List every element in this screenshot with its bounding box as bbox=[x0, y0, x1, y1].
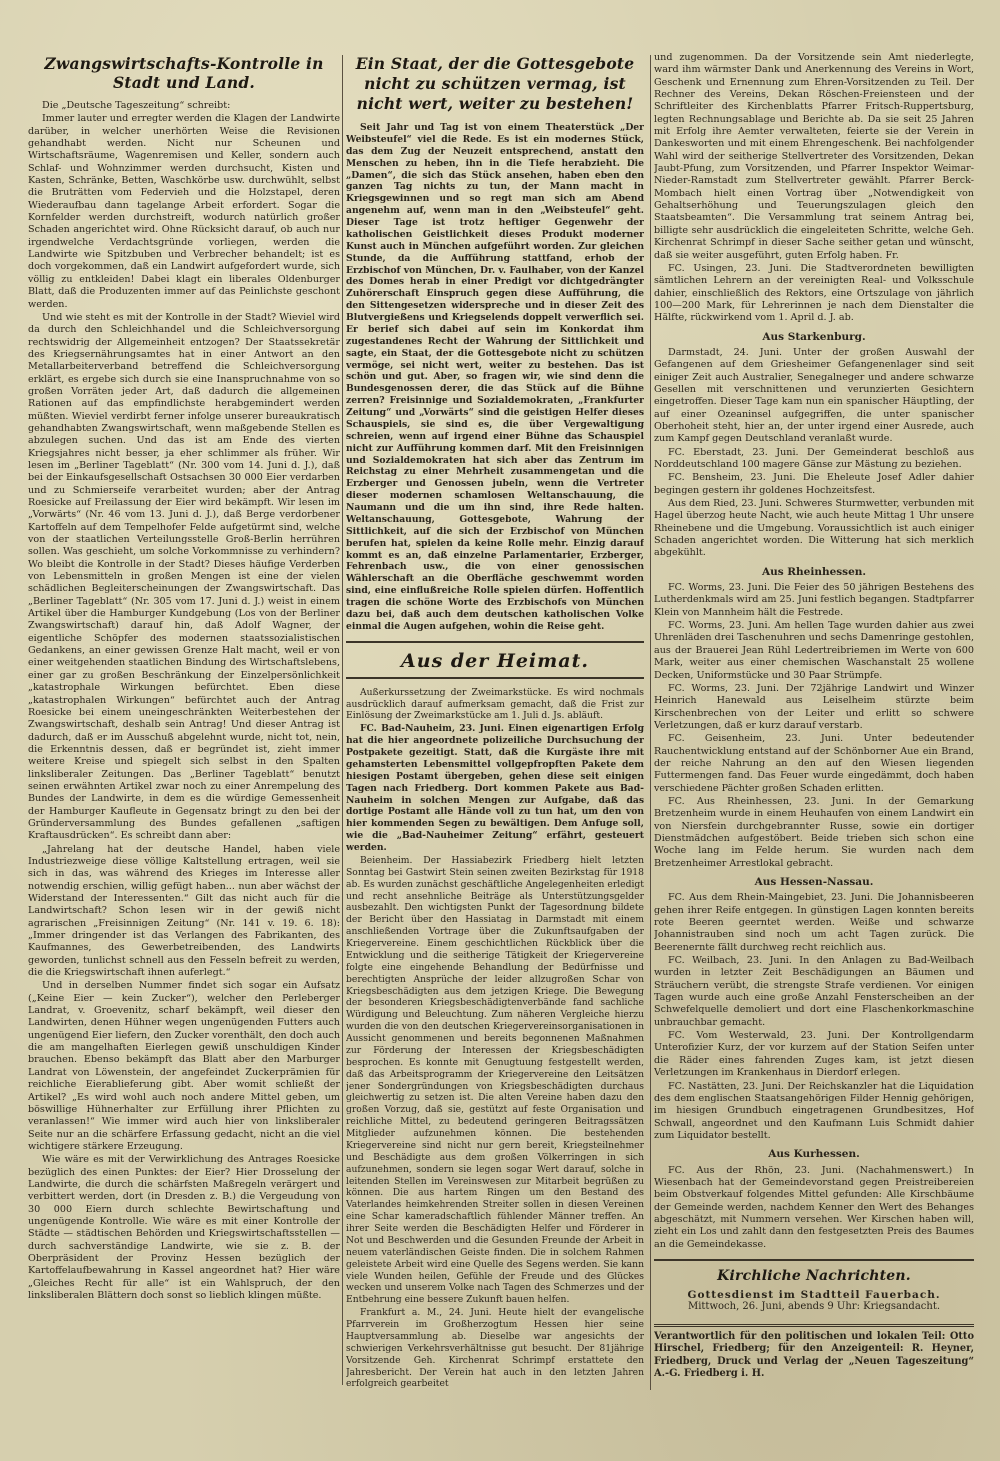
article-paragraph: Beienheim. Der Hassiabezirk Friedberg hielt letzten Sonntag bei Gastwirt Stein seinen zweiten Bezirkstag für 1918 ab. Es wurden zunächst geschäftliche Angelegenheiten erledigt und recht ansehnliche Beiträge als Unterstützungsgelder ausbezahlt. Den wichtigsten Punkt der Tagesordnung bildete der Bericht über den Hassiatag in Darmstadt mit einem anschließenden Vortrage über die Zukunftsaufgaben der Kriegervereine. Einem geschichtlichen Rückblick über die Entwicklung und die seitherige Tätigkeit der Kriegervereine folgte eine eingehende Behandlung der Bedürfnisse und berechtigten Ansprüche der leider allzugroßen Schar von Kriegsbeschädigten aus dem jetzigen Kriege. Die Bewegung der besonderen Kriegsbeschädigtenverbände fand sachliche Würdigung und Beleuchtung. Zum näheren Vergleiche hierzu wurden die von den deutschen Kriegervereinsorganisationen in Aussicht genommenen und bereits begonnenen Maßnahmen zur Förderung der Interessen der Kriegsbeschädigten besprochen. Es konnte mit Genugtuung festgestellt werden, daß das Arbeitsprogramm der Kriegervereine den Leitsätzen jener Sondergründungen von Kriegsbeschädigten durchaus gleichwertig zu setzen ist. Die alten Vereine haben dazu den großen Vorzug, daß sie, gestützt auf feste Organisation und reichliche Mittel, zu bedeutend geringeren Beitragssätzen Mitglieder aufzunehmen können. Die bestehenden Kriegervereine sind nicht nur gern bereit, Kriegsteilnehmer und Beschädigte aus dem großen Völkerringen in sich aufzunehmen, sondern sie legen sogar Wert darauf, solche in leitenden Stellen im Vereinswesen zur Mitarbeit begrüßen zu können. Die aus hartem Ringen um den Bestand des Vaterlandes heimkehrenden Streiter sollen in diesen Vereinen eine Schar kameradschaftlich fühlender Männer treffen. An ihrer Seite werden die Beschädigten Helfer und Förderer in Not und Beschwerden und die Gesunden Freunde der Arbeit in neuem vaterländischen Geiste finden. Die in solchem Rahmen geleistete Arbeit wird eine Quelle des Segens werden. Sie kann viele Wunden heilen, Gefühle der Freude und des Glückes wecken und unserem Volke nach Tagen des Schmerzes und der Entbehrung eine bessere Zukunft bauen helfen. bbox=[346, 854, 644, 1306]
article-paragraph: FC. Bad-Nauheim, 23. Juni. Einen eigenartigen Erfolg hat die hier angeordnete polizeiliche Durchsuchung der Postpakete gezeitigt. Statt, daß die Kurgäste ihre mit gehamsterten Lebensmittel vollgepfropften Pakete dem hiesigen Postamt übergeben, gehen diese seit einigen Tagen nach Friedberg. Dort kommen Pakete aus Bad-Nauheim in solchen Mengen zur Aufgabe, daß das dortige Postamt alle Hände voll zu tun hat, um den von hier kommenden Segen zu bewältigen. Dem Anfuge soll, wie die „Bad-Nauheimer Zeitung“ erfährt, gesteuert werden. bbox=[346, 723, 644, 853]
column-2 bbox=[346, 52, 644, 1432]
article-paragraph: FC. Aus dem Rhein-Maingebiet, 23. Juni. Die Johannisbeeren gehen ihrer Reife entgegen. In günstigen Lagen konnten bereits rote Beeren geerntet werden. Weiße und schwarze Johannistrauben sind noch um acht Tagen zurück. Die Beerenernte fällt durchweg recht reichlich aus. bbox=[654, 892, 974, 953]
headline-zwangswirtschaft: Zwangswirtschafts-Kontrolle in Stadt und Land. bbox=[44, 54, 324, 92]
section-heading-box bbox=[346, 641, 644, 679]
article-paragraph: Frankfurt a. M., 24. Juni. Heute hielt der evangelische Pfarrverein im Großherzogtum Hessen hier seine Hauptversammlung ab. Dieselbe war angesichts der schwierigen Verkehrsverhältnisse gut besucht. Der 81jährige Vorsitzende Geh. Kirchenrat Schrimpf erstattete den Jahresbericht. Der Verein hat auch in den letzten Jahren erfolgreich gearbeitet bbox=[346, 1307, 644, 1390]
church-service-time: Mittwoch, 26. Juni, abends 9 Uhr: Kriegsandacht. bbox=[687, 1301, 941, 1313]
subheading-starkenburg: Aus Starkenburg. bbox=[762, 330, 866, 343]
article-paragraph: Seit Jahr und Tag ist von einem Theaterstück „Der Weibsteufel“ viel die Rede. Es ist ein modernes Stück, das dem Zug der Neuzeit entsprechend, anstatt den Menschen zu heben, ihn in die Tiefe herabzieht. Die „Damen“, die sich das Stück ansehen, haben eben den ganzen Tag nichts zu tun, der Mann macht in Kriegsgewinnen und so regt man sich am Abend angenehm auf, wenn man in den „Weibsteufel“ geht. Dieser Tage ist trotz heftiger Gegenwehr der katholischen Geistlichkeit dieses Produkt moderner Kunst auch in München aufgeführt worden. Zur gleichen Stunde, da die Aufführung stattfand, erhob der Erzbischof von München, Dr. v. Faulhaber, von der Kanzel des Domes herab in einer Predigt vor dichtgedrängter Zuhörerschaft Einspruch gegen diese Aufführung, die den Sittengesetzen widerspreche und in dieser Zeit des Blutvergießens und Kriegselends doppelt verwerflich sei. Er berief sich dabei auf sein im Konkordat ihm zugestandenes Recht der Wahrung der Sittlichkeit und sagte, ein Staat, der die Gottesgebote nicht zu schützen vermöge, sei nicht wert, weiter zu bestehen. Das ist schön und gut. Aber, so fragen wir, wie sind denn die Bundesgenossen derer, die das Stück auf die Bühne zerren? Freisinnige und Sozialdemokraten, „Frankfurter Zeitung“ und „Vorwärts“ sind die geistigen Helfer dieses Schauspiels, sie sind es, die über Vergewaltigung schreien, wenn auf irgend einer Bühne das Schauspiel nicht zur Aufführung kommen darf. Mit den Freisinnigen und Sozialdemokraten hat sich aber das Zentrum im Reichstag zu einer Mehrheit zusammengetan und die Erzberger und Genossen jubeln, wenn die Vertreter dieser modernen schamlosen Weltanschauung, die Naumann und die um ihn sind, ihre Rede halten. Weltanschauung, Gottesgebote, Wahrung der Sittlichkeit, auf die sich der Erzbischof von München berufen hat, spielen da keine Rolle mehr. Einzig darauf kommt es an, daß einzelne Parlamentarier, Erzberger, Fehrenbach usw., die von einer genossischen Wählerschaft an die Oberfläche geschwemmt worden sind, eine einflußreiche Rolle spielen dürfen. Hoffentlich tragen die schöne Worte des Erzbischofs von München dazu bei, daß auch dem deutschen katholischen Volke einmal die Augen aufgehen, wohin die Reise geht. bbox=[346, 122, 644, 632]
subheading-hessen-nassau: Aus Hessen-Nassau. bbox=[754, 876, 874, 888]
article-paragraph: FC. Usingen, 23. Juni. Die Stadtverordneten bewilligten sämtlichen Lehrern an der vereinigten Real- und Volksschule dahier, einschließlich des Rektors, eine Ortszulage von jährlich 100—200 Mark, für Lehrerinnen je nach dem Dienstalter die Hälfte, rückwirkend vom 1. April d. J. ab. bbox=[654, 262, 974, 324]
article-paragraph: FC. Aus Rheinhessen, 23. Juni. In der Gemarkung Bretzenheim wurde in einem Heuhaufen von einem Landwirt ein von Niersfein durchgebrannter Russe, sowie ein dortiger Dienstmädchen aufgestöbert. Beide trieben sich schon eine Woche lang im Felde herum. Sie wurden nach dem Bretzenheimer Arrestlokal gebracht. bbox=[654, 795, 974, 869]
article-paragraph: Darmstadt, 24. Juni. Unter der großen Auswahl der Gefangenen auf dem Griesheimer Gefangenenlager sind seit einiger Zeit auch Australier, Senegalneger und andere schwarze Gesellen mit verschnittenen und verunzierten Gesichtern eingetroffen. Dieser Tage kam nun ein spanischer Häuptling, der auf einer Ozeaninsel aufgegriffen, die unter spanischer Oberhoheit steht, hier an, der unter irgend einer Ausrede, auch zum Kampf gegen Deutschland veranlaßt wurde. bbox=[654, 346, 974, 445]
church-notices-title: Kirchliche Nachrichten. bbox=[717, 1267, 911, 1284]
column-1 bbox=[28, 52, 340, 1412]
article-paragraph: FC. Aus der Rhön, 23. Juni. (Nachahmenswert.) In Wiesenbach hat der Gemeindevorstand gegen Preistreibereien beim Obstverkauf folgendes Mittel gefunden: Alle Kirschbäume der Gemeinde werden, nachdem Kenner den Wert des Behanges abgeschätzt, mit Nummern versehen. Wer Kirschen haben will, zieht ein Los und zahlt dann den festgesetzten Preis des Baumes an die Gemeindekasse. bbox=[654, 1164, 974, 1250]
article-paragraph: und zugenommen. Da der Vorsitzende sein Amt niederlegte, ward ihm wärmster Dank und Anerkennung des Vereins in Wort, Geschenk und Ernennung zum Ehren-Vorsitzenden zu Teil. Der Rechner des Vereins, Dekan Röschen-Freiensteen und der Schriftleiter des Kirchenblatts Pfarrer Fritsch-Ruppertsburg, legten Rechnungsablage und Berichte ab. Da sie seit 25 Jahren mit Erfolg ihre Aemter verwalteten, feierte sie der Verein in Dankesworten und mit einem Ehrengeschenk. Bei nachfolgender Wahl wird der seitherige Stellvertreter des Vorsitzenden, Dekan Jaubt-Pfung, zum Vorsitzenden, und Pfarrer Inspektor Weimar-Nieder-Ramstadt zum Stellvertreter gewählt. Pfarrer Berck-Mombach hielt einen Vortrag über „Notwendigkeit von Gehaltserhöhung und Teuerungszulagen gleich den Staatsbeamten“. Die Versammlung trat seinem Antrag bei, billigte sehr ausdrücklich die eingeleiteten Schritte, welche Geh. Kirchenrat Schrimpf in dieser Sache seither getan und wünscht, daß sie weiter ausgeführt, guten Erfolg haben. Fr. bbox=[654, 52, 974, 261]
article-paragraph: FC. Bensheim, 23. Juni. Die Eheleute Josef Adler dahier begingen gestern ihr goldenes Hochzeitsfest. bbox=[654, 472, 974, 496]
article-paragraph: FC. Worms, 23. Juni. Am hellen Tage wurden dahier aus zwei Uhrenläden drei Taschenuhren und sechs Damenringe gestohlen, aus der Brauerei Jean Rühl Ledertreibriemen im Werte von 600 Mark, weiter aus einer chemischen Waschanstalt 25 wollene Decken, Uniformstücke und 30 Paar Strümpfe. bbox=[654, 620, 974, 681]
article-paragraph: FC. Eberstadt, 23. Juni. Der Gemeinderat beschloß aus Norddeutschland 100 magere Gänse zur Mästung zu beziehen. bbox=[654, 446, 974, 470]
article-paragraph: FC. Weilbach, 23. Juni. In den Anlagen zu Bad-Weilbach wurden in letzter Zeit Beschädigungen an Bäumen und Sträuchern verübt, die strengste Strafe verdienen. Vor einigen Tagen wurde auch eine große Anzahl Fensterscheiben an der Schwefelquelle demoliert und dort eine Flaschenkorkmaschine unbrauchbar gemacht. bbox=[654, 955, 974, 1028]
article-paragraph: Die „Deutsche Tageszeitung“ schreibt: bbox=[42, 100, 231, 111]
section-title-heimat: Aus der Heimat. bbox=[401, 649, 589, 672]
church-notices bbox=[654, 1259, 974, 1314]
article-paragraph: Aus dem Ried, 23. Juni. Schweres Sturmwetter, verbunden mit Hagel überzog heute Nacht, wie auch heute Mittag 1 Uhr unsere Rheinebene und die Umgebung. Voraussichtlich ist auch einiger Schaden angerichtet worden. Die Witterung hat sich merklich abgekühlt. bbox=[654, 498, 974, 559]
article-paragraph: Außerkurssetzung der Zweimarkstücke. Es wird nochmals ausdrücklich darauf aufmerksam gemacht, daß die Frist zur Einlösung der Zweimarkstücke am 1. Juli d. Js. abläuft. bbox=[346, 686, 644, 722]
church-service-heading: Gottesdienst im Stadtteil Fauerbach. bbox=[687, 1288, 941, 1301]
article-paragraph: Und in derselben Nummer findet sich sogar ein Aufsatz („Keine Eier — kein Zucker“), welcher den Perleberger Landrat, v. Groevenitz, scharf bekämpft, weil dieser den Landwirten, denen Hühner wegen ungenügenden Futters auch ungenügend Eier liefern, den Zucker vorenthält, den doch auch die am mangelhaften Eierlegen gewiß unschuldigen Kinder brauchen. Ebenso bekämpft das Blatt aber den Marburger Landrat von Löwenstein, der angefeindet Zuckerprämien für reichliche Eierablieferung gibt. Aber womit schließt der Artikel? „Es wird wohl auch noch andere Mittel geben, um böswillige Hühnerhalter zur Erfüllung ihrer Pflichten zu veranlassen!“ Wie immer wird auch hier von linksliberaler Seite nur an die schärfere Erfassung gedacht, nicht an die viel wichtigere stärkere Erzeugung. bbox=[28, 980, 340, 1152]
subheading-rheinhessen: Aus Rheinhessen. bbox=[761, 565, 867, 578]
article-paragraph: FC. Worms, 23. Juni. Der 72jährige Landwirt und Winzer Heinrich Hanewald aus Leiselheim stürzte beim Kirschenbrechen von der Leiter und erlitt so schwere Verletzungen, daß er kurz darauf verstarb. bbox=[654, 682, 974, 731]
headline-staat: Ein Staat, der die Gottesgebote nicht zu schützen vermag, ist nicht wert, weiter zu bestehen! bbox=[355, 54, 635, 113]
article-paragraph: FC. Nastätten, 23. Juni. Der Reichskanzler hat die Liquidation des dem englischen Staatsangehörigen Filder Hennig gehörigen, im hiesigen Grundbuch eingetragenen Grundbesitzes, Hof Schwall, angeordnet und den Kaufmann Luis Schmidt dahier zum Liquidator bestellt. bbox=[654, 1080, 974, 1141]
article-paragraph: FC. Geisenheim, 23. Juni. Unter bedeutender Rauchentwicklung entstand auf der Schönborner Aue ein Brand, der reiche Nahrung an den auf den Wiesen liegenden Futtermengen fand. Das Feuer wurde eingedämmt, doch haben verschiedene Pächter großen Schaden erlitten. bbox=[654, 733, 974, 794]
article-paragraph: Wie wäre es mit der Verwirklichung des Antrages Roesicke bezüglich des einen Punktes: der Eier? Hier Drosselung der Landwirte, die durch die schärfsten Maßregeln verärgert und verbittert werden, dort (in Dresden z. B.) die Vergeudung von 30 000 Eiern durch schlechte Bewirtschaftung und ungenügende Kontrolle. Wie wäre es mit einer Kontrolle der Städte — städtischen Behörden und Kriegswirtschaftsstellen — durch sachverständige Landwirte, wie sie z. B. der Oberpräsident der Provinz Hessen bezüglich der Kartoffelaufbewahrung in Kassel angeordnet hat? Hier wäre „Gleiches Recht für alle“ ist ein Wahlspruch, der den linksliberalen Blättern doch sonst so lieblich klingen müßte. bbox=[28, 1154, 340, 1301]
column-divider bbox=[650, 55, 651, 1390]
column-divider bbox=[342, 55, 343, 1385]
article-paragraph: FC. Vom Westerwald, 23. Juni. Der Kontrollgendarm Unterofizier Kurz, der vor kurzem auf der Station Seifen unter die Räder eines fahrenden Zuges kam, ist jetzt diesen Verletzungen im Krankenhaus in Dierdorf erlegen. bbox=[654, 1030, 974, 1079]
article-paragraph: „Jahrelang hat der deutsche Handel, haben viele Industriezweige diese völlige Kaltstellung ertragen, weil sie sich in das, was während des Krieges im Interesse aller notwendig erschien, willig gefügt haben... nun aber wächst der Widerstand der Interessenten.“ Gilt das nicht auch für die Landwirtschaft? Schon lesen wir in der gewiß nicht agrarischen „Freisinnigen Zeitung“ (Nr. 141 v. 19. 6. 18): „Immer dringender ist das Verlangen des Fabrikanten, des Kaufmannes, des Gewerbetreibenden, des Landwirts geworden, tunlichst schnell aus den Fesseln befreit zu werden, die die Kriegswirtschaft ihnen auferlegt.“ bbox=[28, 843, 340, 979]
imprint: Verantwortlich für den politischen und lokalen Teil: Otto Hirschel, Friedberg; für den Anzeigenteil: R. Heyner, Friedberg, Druck und Verlag der „Neuen Tageszeitung“ A.-G. Friedberg i. H. bbox=[654, 1324, 974, 1381]
article-paragraph: FC. Worms, 23. Juni. Die Feier des 50 jährigen Bestehens des Lutherdenkmals wird am 25. Juni festlich begangen. Stadtpfarrer Klein von Mannheim hält die Festrede. bbox=[654, 582, 974, 618]
article-paragraph: Immer lauter und erregter werden die Klagen der Landwirte darüber, in welcher unerhörten Weise die Revisionen gehandhabt werden. Nicht nur Scheunen und Wirtschaftsräume, Wagenremisen und Keller, sondern auch Schlaf- und Wohnzimmer werden durchsucht, Kisten und Kasten, Schränke, Betten, Waschkörbe usw. durchwühlt, selbst die Bruträtten vom Federvieh und die Holzstapel, deren Wiederaufbau dann tagelange Arbeit erfordert. Sogar die Kornfelder werden durchstreift, wodurch natürlich großer Schaden angerichtet wird. Ohne Rücksicht darauf, ob auch nur irgendwelche Verdachtsgründe vorliegen, werden die Landwirte wie Spitzbuben und Verbrecher behandelt; ist es doch vorgekommen, daß ein Landwirt aufgefordert wurde, sich völlig zu entkleiden! Dabei klagt ein liberales Oldenburger Blatt, daß die Produzenten immer auf das Peinlichste geschont werden. bbox=[28, 113, 340, 310]
column-3 bbox=[654, 52, 974, 1427]
subheading-kurhessen: Aus Kurhessen. bbox=[768, 1148, 860, 1161]
article-paragraph: Und wie steht es mit der Kontrolle in der Stadt? Wieviel wird da durch den Schleichhandel und die Schleichversorgung rechtswidrig der Allgemeinheit entzogen? Der Staatssekretär des Kriegsernährungsamtes hat in einer Antwort an den Metallarbeiterverband betreffend die Schleichversorgung erklärt, es ergebe sich durch sie eine Inanspruchnahme von so großen Vorräten jeder Art, daß dadurch die allgemeinen Rationen auf das empfindlichste herabgemindert werden müßten. Wieviel verdirbt ferner infolge unserer bureaukratisch gehandhabten Zwangswirtschaft, wenn maßgebende Stellen es abzulegen suchen. Und das ist am Ende des vierten Kriegsjahres nicht besser, ja eher schlimmer als früher. Wir lesen im „Berliner Tageblatt“ (Nr. 300 vom 14. Juni d. J.), daß bei der Einkaufsgesellschaft Ostsachsen 30 000 Eier verdarben und zu Schmierseife verarbeitet wurden; aber der Antrag Roesicke auf Freilassung der Eier wird bekämpft. Wir lesen im „Vorwärts“ (Nr. 46 vom 13. Juni d. J.), daß Berge verdorbener Kartoffeln auf dem Tempelhofer Felde aufgetürmt sind, welche von der staatlichen Verteilungsstelle Groß-Berlin herrühren sollen. Was geschieht, um solche Vorkommnisse zu verhindern? Wo bleibt die Kontrolle in der Stadt? Dieses häufige Verderben von Lebensmitteln in großen Mengen ist eine der vielen schädlichen Begleiterscheinungen der Zwangswirtschaft. Das „Berliner Tageblatt“ (Nr. 305 vom 17. Juni d. J.) weist in einem Artikel über die Hamburger Kundgebung (Los von der Berliner Zwangswirtschaft) darauf hin, daß Adolf Wagner, der eigentliche Schöpfer des modernen staatssozialistischen Gedankens, an einer gewissen Grenze Halt macht, weil er von einer weitgehenden staatlichen Bindung des Wirtschaftslebens, einer gar zu großen Beschränkung der Einzelpersönlichkeit „katastrophale Wirkungen befürchtet. Eben diese „katastrophalen Wirkungen“ befürchtet auch der Antrag Roesicke bei einem uneingeschränkten Weiterbestehen der Zwangswirtschaft, deshalb sein Antrag! Und dieser Antrag ist dadurch, daß er im Ausschuß abgelehnt wurde, nicht tot, nein, die Erkenntnis dessen, daß er begründet ist, zieht immer weitere Kreise und spiegelt sich selbst in den Spalten linksliberaler Zeitungen. Das „Berliner Tageblatt“ benutzt seinen erwähnten Artikel zwar noch zu einer Anrempelung des Bundes der Landwirte, in dem es die würdige Gemessenheit der Hamburger Kaufleute in Gegensatz bringt zu den bei der Gründerversammlung des Bundes gefallenen „saftigen Kraftausdrücken“. Es schreibt dann aber: bbox=[28, 311, 340, 842]
